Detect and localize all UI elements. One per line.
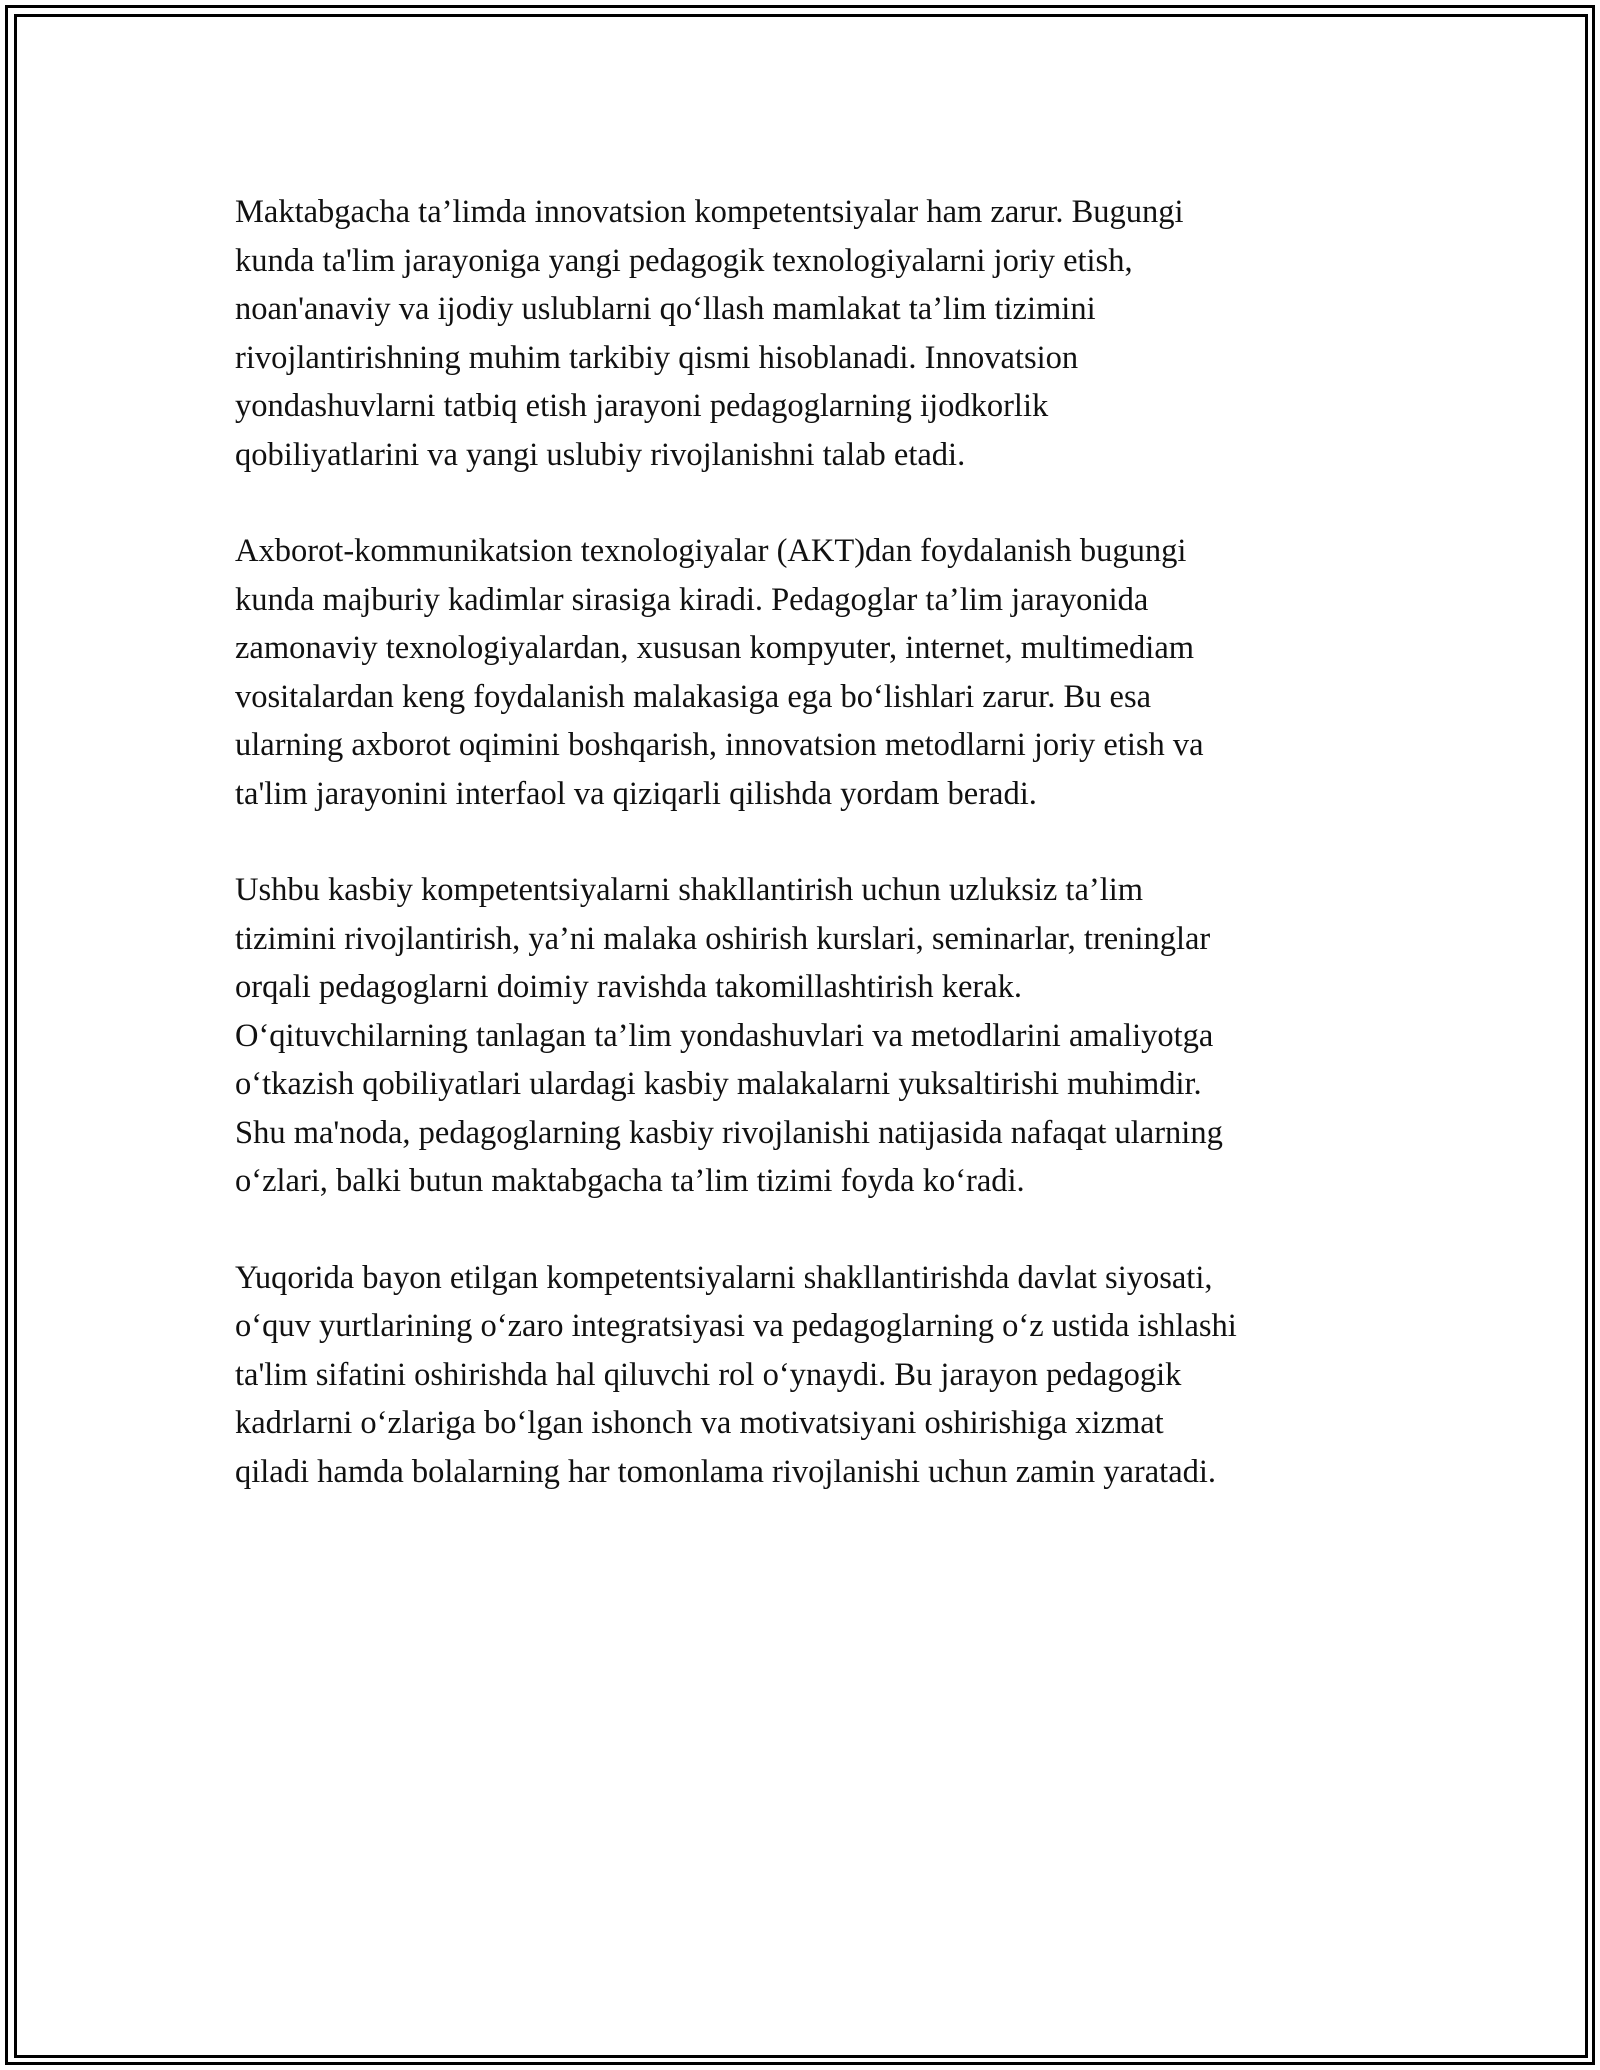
text-line: yondashuvlarni tatbiq etish jarayoni pedagoglarning ijodkorlik	[235, 388, 1049, 424]
text-line: Shu ma'noda, pedagoglarning kasbiy rivojlanishi natijasida nafaqat ularning	[235, 1114, 1223, 1151]
text-line: O‘qituvchilarning tanlagan ta’lim yondashuvlari va metodlarini amaliyotga	[235, 1017, 1214, 1054]
text-line: rivojlantirishning muhim tarkibiy qismi hisoblanadi. Innovatsion	[235, 339, 1079, 376]
text-line: kunda majburiy kadimlar sirasiga kiradi. Pedagoglar ta’lim jarayonida	[235, 581, 1149, 618]
text-line: zamonaviy texnologiyalardan, xususan kompyuter, internet, multimediam	[235, 630, 1195, 666]
text-line: Ushbu kasbiy kompetentsiyalarni shakllantirish uchun uzluksiz ta’lim	[235, 872, 1144, 908]
text-line: qiladi hamda bolalarning har tomonlama rivojlanishi uchun zamin yaratadi.	[235, 1453, 1217, 1490]
text-line: ularning axborot oqimini boshqarish, innovatsion metodlarni joriy etish va	[235, 727, 1204, 763]
document-body	[235, 188, 1375, 1544]
paragraph-professional-development	[235, 866, 1375, 1206]
text-line: kunda ta'lim jarayoniga yangi pedagogik texnologiyalarni joriy etish,	[235, 242, 1133, 279]
text-line: o‘quv yurtlarining o‘zaro integratsiyasi va pedagoglarning o‘z ustida ishlashi	[235, 1308, 1237, 1344]
text-line: o‘zlari, balki butun maktabgacha ta’lim tizimi foyda ko‘radi.	[235, 1163, 1025, 1199]
text-line: Axborot-kommunikatsion texnologiyalar (AKT)dan foydalanish bugungi	[235, 533, 1187, 569]
text-line: ta'lim sifatini oshirishda hal qiluvchi rol o‘ynaydi. Bu jarayon pedagogik	[235, 1356, 1182, 1393]
text-line: tizimini rivojlantirish, ya’ni malaka oshirish kurslari, seminarlar, treninglar	[235, 920, 1211, 957]
text-line: vositalardan keng foydalanish malakasiga ega bo‘lishlari zarur. Bu esa	[235, 678, 1152, 715]
text-line: orqali pedagoglarni doimiy ravishda takomillashtirish kerak.	[235, 969, 1023, 1005]
text-line: noan'anaviy va ijodiy uslublarni qo‘llash mamlakat ta’lim tizimini	[235, 291, 1096, 327]
text-line: ta'lim jarayonini interfaol va qiziqarli qilishda yordam beradi.	[235, 775, 1037, 812]
paragraph-conclusion	[235, 1254, 1375, 1497]
text-line: kadrlarni o‘zlariga bo‘lgan ishonch va motivatsiyani oshirishiga xizmat	[235, 1405, 1164, 1441]
text-line: Maktabgacha ta’limda innovatsion kompetentsiyalar ham zarur. Bugungi	[235, 194, 1184, 230]
text-line: Yuqorida bayon etilgan kompetentsiyalarni shakllantirishda davlat siyosati,	[235, 1259, 1213, 1296]
paragraph-ict-usage	[235, 527, 1375, 818]
text-line: qobiliyatlarini va yangi uslubiy rivojlanishni talab etadi.	[235, 436, 966, 473]
paragraph-innovative-competencies	[235, 188, 1375, 479]
text-line: o‘tkazish qobiliyatlari ulardagi kasbiy malakalarni yuksaltirishi muhimdir.	[235, 1066, 1202, 1102]
